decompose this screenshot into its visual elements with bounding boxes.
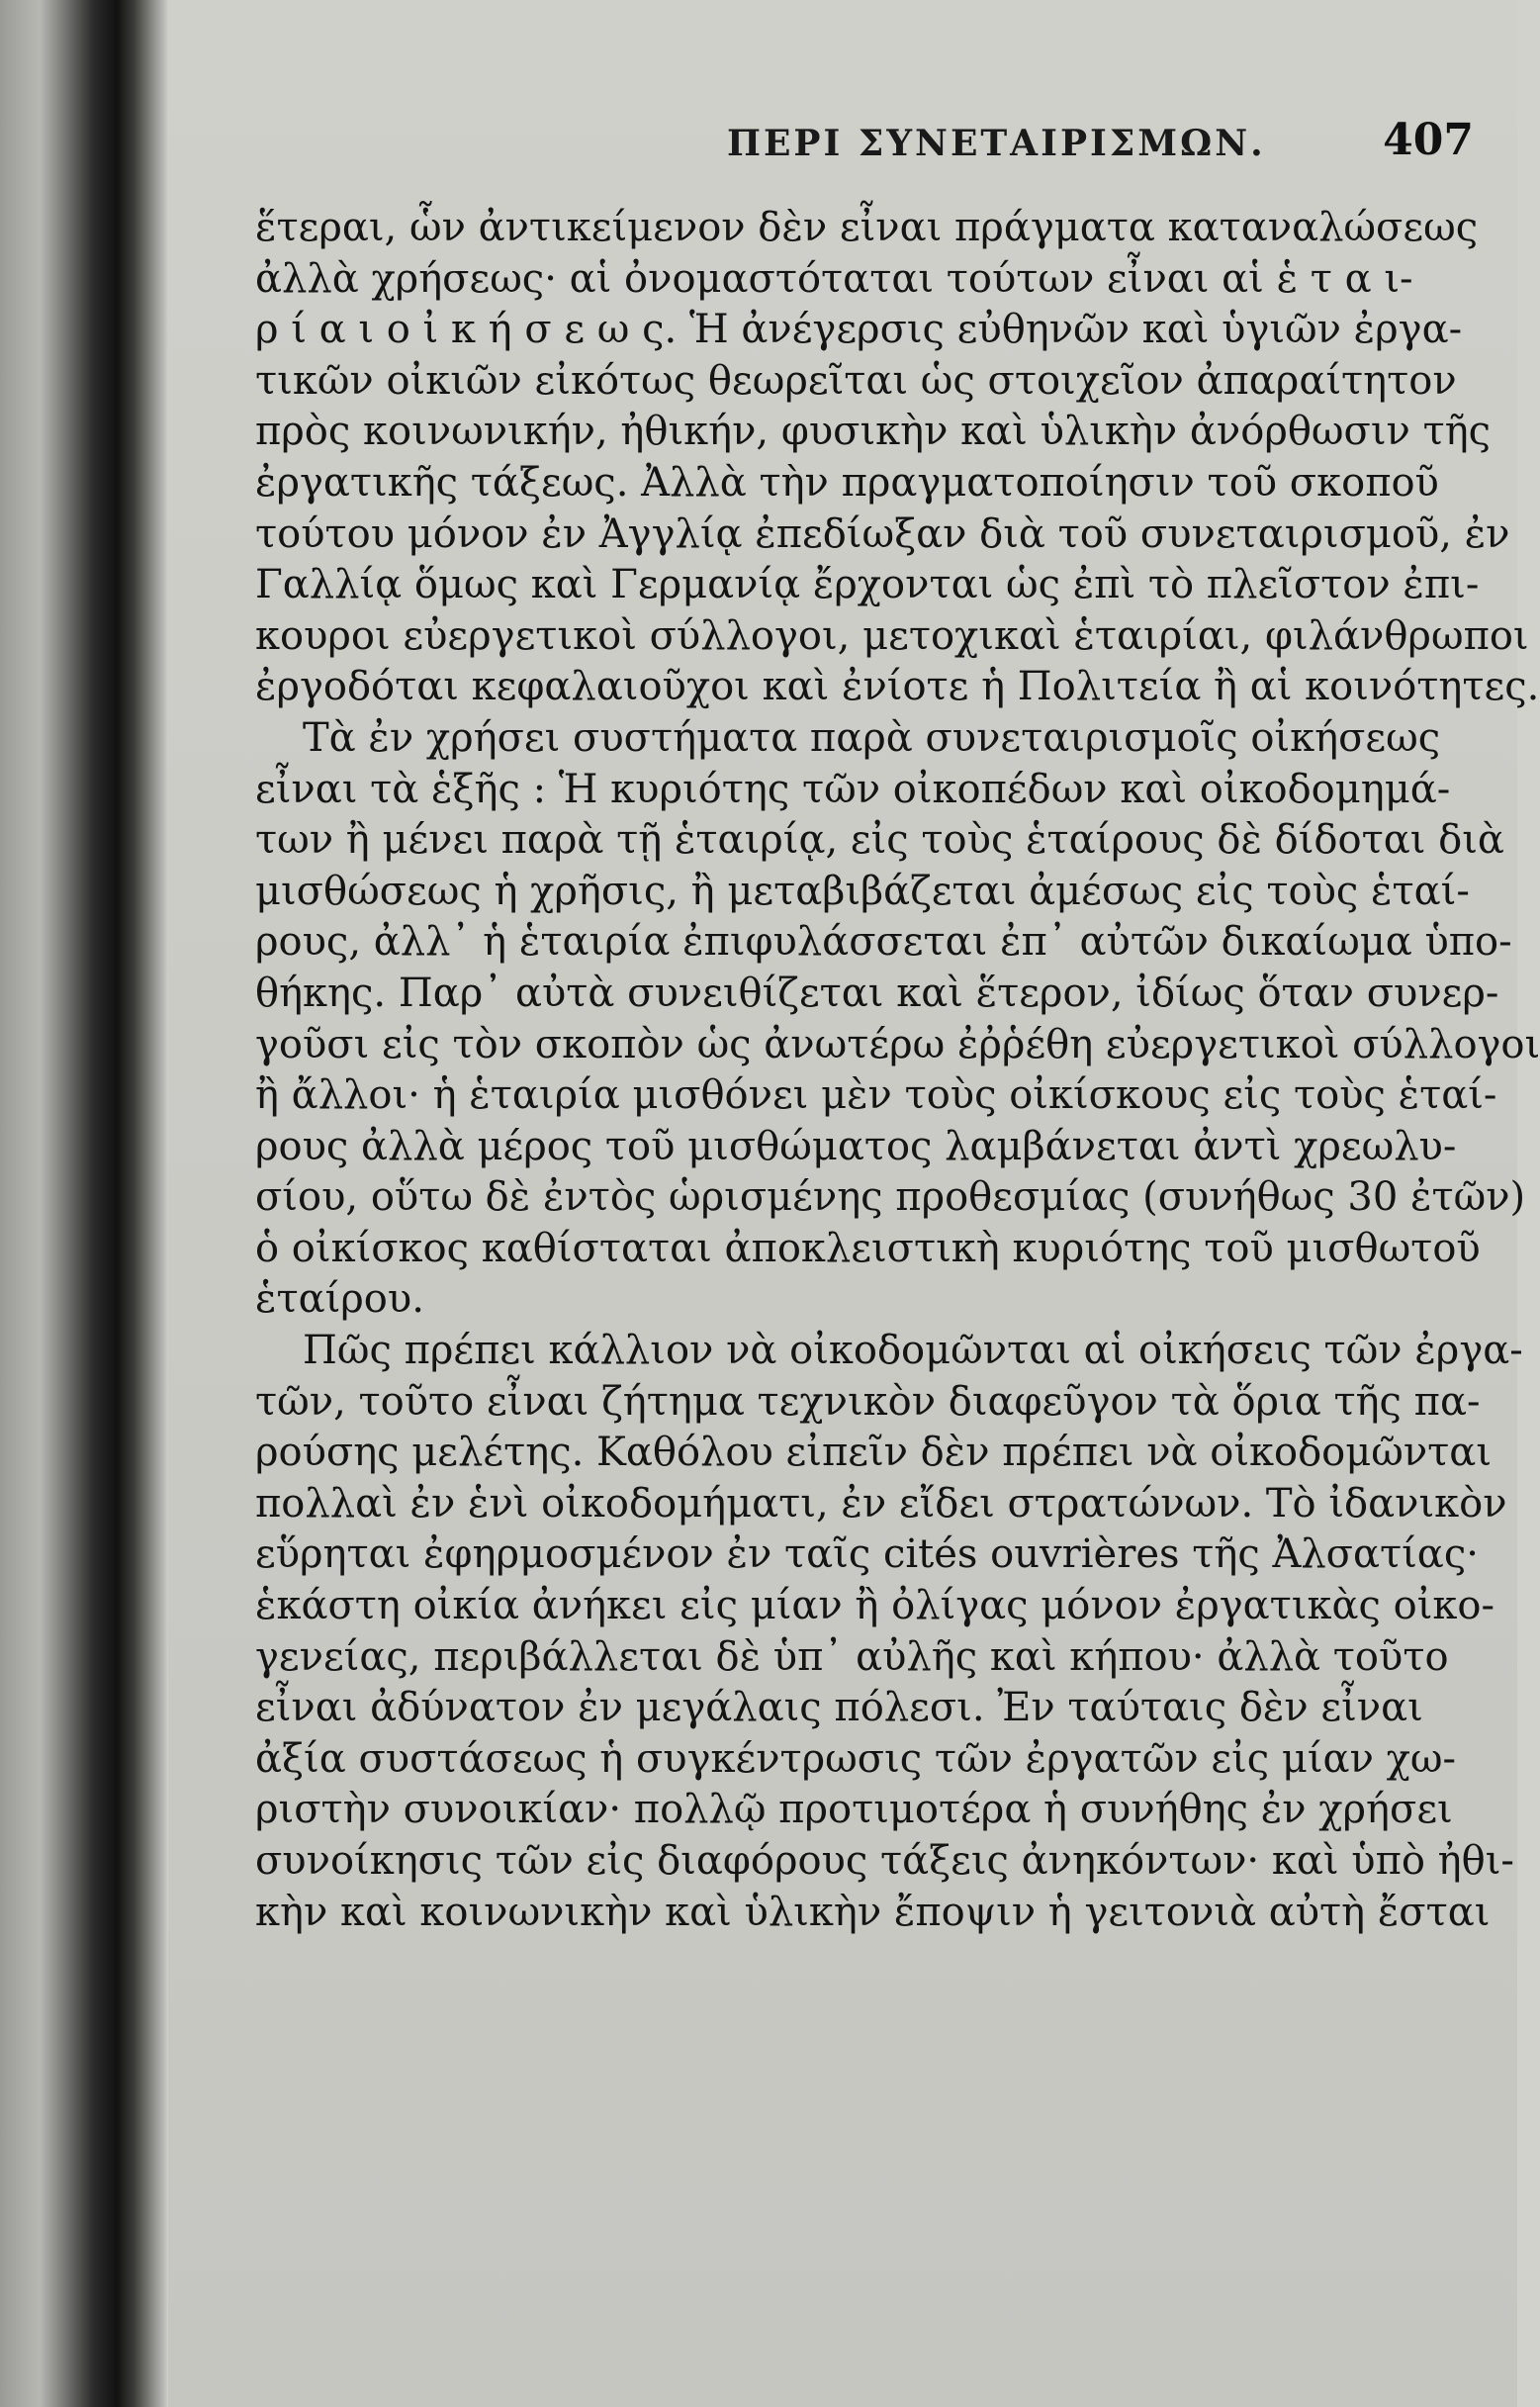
text-line: σίου, οὕτω δὲ ἐντὸς ὡρισμένης προθεσμίας (συνήθως 30 ἐτῶν)	[255, 1174, 1526, 1221]
text-line: κουροι εὐεργετικοὶ σύλλογοι, μετοχικαὶ ἑταιρίαι, φιλάνθρωποι	[255, 612, 1529, 659]
text-line: ρ ί α ι ο ἰ κ ή σ ε ω ς. Ἡ ἀνέγερσις εὐθηνῶν καὶ ὑγιῶν ἐργα-	[255, 307, 1463, 353]
text-line: γοῦσι εἰς τὸν σκοπὸν ὡς ἀνωτέρω ἐῤῥέθη εὐεργετικοὶ σύλλογοι	[255, 1021, 1540, 1067]
text-line: ρούσης μελέτης. Καθόλου εἰπεῖν δὲν πρέπει νὰ οἰκοδομῶνται	[255, 1430, 1492, 1476]
text-line: ἀξία συστάσεως ἡ συγκέντρωσις τῶν ἐργατῶν εἰς μίαν χω-	[255, 1735, 1456, 1782]
text-line: πολλαὶ ἐν ἑνὶ οἰκοδομήματι, ἐν εἴδει στρατώνων. Τὸ ἰδανικὸν	[255, 1480, 1507, 1527]
text-line: ἀλλὰ χρήσεως· αἱ ὀνομαστόταται τούτων εἶναι αἱ ἑ τ α ι-	[255, 255, 1413, 302]
text-line: ἐργατικῆς τάξεως. Ἀλλὰ τὴν πραγματοποίησιν τοῦ σκοποῦ	[255, 459, 1439, 506]
body-text	[255, 203, 1540, 1938]
text-line: ἑταίρου.	[255, 1276, 424, 1323]
running-head	[564, 107, 1474, 176]
text-line: ὁ οἰκίσκος καθίσταται ἀποκλειστικὴ κυριότης τοῦ μισθωτοῦ	[255, 1225, 1481, 1271]
text-line: ἐργοδόται κεφαλαιοῦχοι καὶ ἐνίοτε ἡ Πολιτεία ἢ αἱ κοινότητες.	[255, 664, 1540, 710]
text-line: ρους, ἀλλ᾽ ἡ ἑταιρία ἐπιφυλάσσεται ἐπ᾽ αὐτῶν δικαίωμα ὑπο-	[255, 919, 1512, 966]
running-title: ΠΕΡΙ ΣΥΝΕΤΑΙΡΙΣΜΩΝ.	[727, 123, 1266, 164]
text-line: τικῶν οἰκιῶν εἰκότως θεωρεῖται ὡς στοιχεῖον ἀπαραίτητον	[255, 357, 1457, 404]
text-line: εἶναι τὰ ἑξῆς : Ἡ κυριότης τῶν οἰκοπέδων καὶ οἰκοδομημά-	[255, 766, 1451, 812]
text-line: θήκης. Παρ᾽ αὐτὰ συνειθίζεται καὶ ἕτερον, ἰδίως ὅταν συνερ-	[255, 970, 1499, 1016]
text-line: μισθώσεως ἡ χρῆσις, ἢ μεταβιβάζεται ἀμέσως εἰς τοὺς ἑταί-	[255, 868, 1470, 914]
text-line: ἑκάστη οἰκία ἀνήκει εἰς μίαν ἢ ὀλίγας μόνον ἐργατικὰς οἰκο-	[255, 1583, 1495, 1629]
text-line: γενείας, περιβάλλεται δὲ ὑπ᾽ αὐλῆς καὶ κήπου· ἀλλὰ τοῦτο	[255, 1633, 1449, 1680]
text-line: τούτου μόνον ἐν Ἀγγλίᾳ ἐπεδίωξαν διὰ τοῦ συνεταιρισμοῦ, ἐν	[255, 510, 1510, 557]
text-line: των ἢ μένει παρὰ τῇ ἑταιρίᾳ, εἰς τοὺς ἑταίρους δὲ δίδοται διὰ	[255, 817, 1504, 864]
paragraph-start-line: Πῶς πρέπει κάλλιον νὰ οἰκοδομῶνται αἱ οἰκήσεις τῶν ἐργα-	[303, 1328, 1523, 1374]
text-line: ριστὴν συνοικίαν· πολλῷ προτιμοτέρα ἡ συνήθης ἐν χρήσει	[255, 1787, 1453, 1833]
text-line: συνοίκησις τῶν εἰς διαφόρους τάξεις ἀνηκόντων· καὶ ὑπὸ ἠθι-	[255, 1838, 1514, 1884]
text-line: Γαλλίᾳ ὅμως καὶ Γερμανίᾳ ἔρχονται ὡς ἐπὶ τὸ πλεῖστον ἐπι-	[255, 562, 1480, 608]
page-number: 407	[1383, 115, 1474, 165]
text-line: εὕρηται ἐφηρμοσμένον ἐν ταῖς cités ouvrières τῆς Ἀλσατίας·	[255, 1531, 1479, 1578]
book-gutter-shadow	[0, 0, 168, 2407]
text-line: εἶναι ἀδύνατον ἐν μεγάλαις πόλεσι. Ἐν ταύταις δὲν εἶναι	[255, 1685, 1423, 1731]
text-line: ρους ἀλλὰ μέρος τοῦ μισθώματος λαμβάνεται ἀντὶ χρεωλυ-	[255, 1123, 1457, 1169]
text-line: τῶν, τοῦτο εἶναι ζήτημα τεχνικὸν διαφεῦγον τὰ ὅρια τῆς πα-	[255, 1378, 1481, 1425]
text-line: ἕτεραι, ὧν ἀντικείμενον δὲν εἶναι πράγματα καταναλώσεως	[255, 205, 1479, 250]
text-line: κὴν καὶ κοινωνικὴν καὶ ὑλικὴν ἔποψιν ἡ γειτονιὰ αὐτὴ ἔσται	[255, 1889, 1491, 1935]
text-line: ἢ ἄλλοι· ἡ ἑταιρία μισθόνει μὲν τοὺς οἰκίσκους εἰς τοὺς ἑταί-	[255, 1072, 1497, 1119]
paragraph-start-line: Τὰ ἐν χρήσει συστήματα παρὰ συνεταιρισμοῖς οἰκήσεως	[303, 714, 1441, 761]
text-line: πρὸς κοινωνικήν, ἠθικήν, φυσικὴν καὶ ὑλικὴν ἀνόρθωσιν τῆς	[255, 409, 1492, 455]
